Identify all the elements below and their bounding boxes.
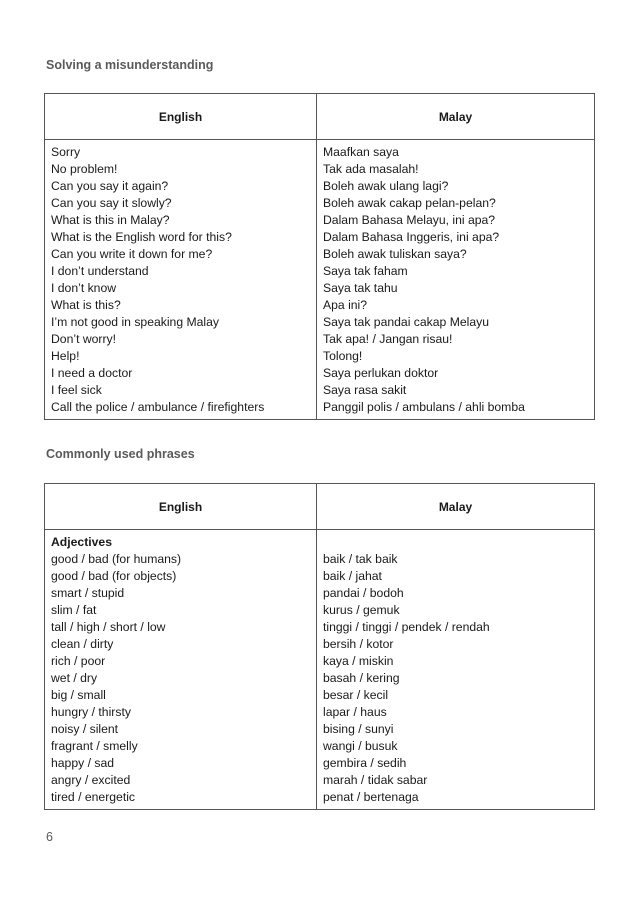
section-title-misunderstanding: Solving a misunderstanding [46, 58, 214, 72]
malay-phrase: lapar / haus [323, 705, 387, 719]
malay-phrase: penat / bertenaga [323, 790, 419, 804]
column-header-malay: Malay [317, 484, 595, 530]
english-phrase: Sorry [51, 145, 81, 159]
malay-phrase: baik / jahat [323, 569, 382, 583]
english-phrase: good / bad (for humans) [51, 552, 182, 566]
page-number: 6 [46, 830, 53, 844]
english-phrase: good / bad (for objects) [51, 569, 177, 583]
english-phrase: What is the English word for this? [51, 230, 232, 244]
english-phrase: I feel sick [51, 383, 102, 397]
english-phrase: happy / sad [51, 756, 115, 770]
malay-phrase: baik / tak baik [323, 552, 398, 566]
section-title-common-phrases: Commonly used phrases [46, 447, 195, 461]
column-header-english: English [45, 484, 317, 530]
malay-phrase: Apa ini? [323, 298, 368, 312]
malay-phrase: Saya perlukan doktor [323, 366, 439, 380]
malay-phrase: Boleh awak ulang lagi? [323, 179, 449, 193]
english-phrase: I don’t know [51, 281, 117, 295]
malay-phrase: Saya tak faham [323, 264, 408, 278]
malay-phrase: Saya tak pandai cakap Melayu [323, 315, 489, 329]
malay-phrase: Tak apa! / Jangan risau! [323, 332, 453, 346]
phrase-table-misunderstanding [44, 93, 595, 420]
malay-phrase: Tolong! [323, 349, 363, 363]
column-header-english: English [45, 94, 317, 140]
malay-phrase: Boleh awak cakap pelan-pelan? [323, 196, 496, 210]
english-column [45, 530, 317, 810]
phrase-table-common-phrases [44, 483, 595, 810]
malay-phrase: Panggil polis / ambulans / ahli bomba [323, 400, 525, 414]
malay-phrase: kurus / gemuk [323, 603, 400, 617]
english-phrase: smart / stupid [51, 586, 125, 600]
malay-column [317, 140, 595, 420]
table-header-row [45, 484, 595, 530]
english-phrase: tall / high / short / low [51, 620, 166, 634]
english-phrase: Can you write it down for me? [51, 247, 213, 261]
english-phrase: slim / fat [51, 603, 97, 617]
english-phrase: Can you say it slowly? [51, 196, 172, 210]
english-phrase: big / small [51, 688, 106, 702]
malay-phrase: wangi / busuk [323, 739, 398, 753]
english-phrase: What is this in Malay? [51, 213, 170, 227]
malay-phrase: Saya tak tahu [323, 281, 398, 295]
malay-column [317, 530, 595, 810]
english-phrase: hungry / thirsty [51, 705, 131, 719]
malay-phrase: Dalam Bahasa Inggeris, ini apa? [323, 230, 500, 244]
malay-phrase: tinggi / tinggi / pendek / rendah [323, 620, 490, 634]
table-header-row [45, 94, 595, 140]
english-phrase: Can you say it again? [51, 179, 169, 193]
english-phrase: I need a doctor [51, 366, 133, 380]
english-phrase: rich / poor [51, 654, 106, 668]
english-phrase: clean / dirty [51, 637, 114, 651]
malay-phrase: Boleh awak tuliskan saya? [323, 247, 467, 261]
english-phrase: What is this? [51, 298, 121, 312]
english-phrase: Help! [51, 349, 80, 363]
table-row [45, 530, 595, 810]
english-phrase: I don’t understand [51, 264, 149, 278]
subheading-adjectives: Adjectives [51, 535, 112, 549]
malay-phrase: Dalam Bahasa Melayu, ini apa? [323, 213, 496, 227]
malay-phrase: pandai / bodoh [323, 586, 404, 600]
malay-phrase: Saya rasa sakit [323, 383, 407, 397]
english-phrase: angry / excited [51, 773, 131, 787]
english-column [45, 140, 317, 420]
malay-phrase: basah / kering [323, 671, 400, 685]
subheading-spacer [323, 534, 594, 551]
malay-phrase: bersih / kotor [323, 637, 394, 651]
english-phrase: I’m not good in speaking Malay [51, 315, 220, 329]
english-phrase: Don’t worry! [51, 332, 117, 346]
malay-phrase: gembira / sedih [323, 756, 407, 770]
column-header-malay: Malay [317, 94, 595, 140]
malay-phrase: kaya / miskin [323, 654, 394, 668]
english-phrase: wet / dry [51, 671, 98, 685]
english-phrase: fragrant / smelly [51, 739, 138, 753]
malay-phrase: besar / kecil [323, 688, 389, 702]
english-phrase: tired / energetic [51, 790, 136, 804]
english-phrase: No problem! [51, 162, 118, 176]
malay-phrase: Tak ada masalah! [323, 162, 419, 176]
english-phrase: noisy / silent [51, 722, 119, 736]
malay-phrase: marah / tidak sabar [323, 773, 428, 787]
malay-phrase: bising / sunyi [323, 722, 394, 736]
malay-phrase: Maafkan saya [323, 145, 399, 159]
english-phrase: Call the police / ambulance / firefighters [51, 400, 265, 414]
table-row [45, 140, 595, 420]
